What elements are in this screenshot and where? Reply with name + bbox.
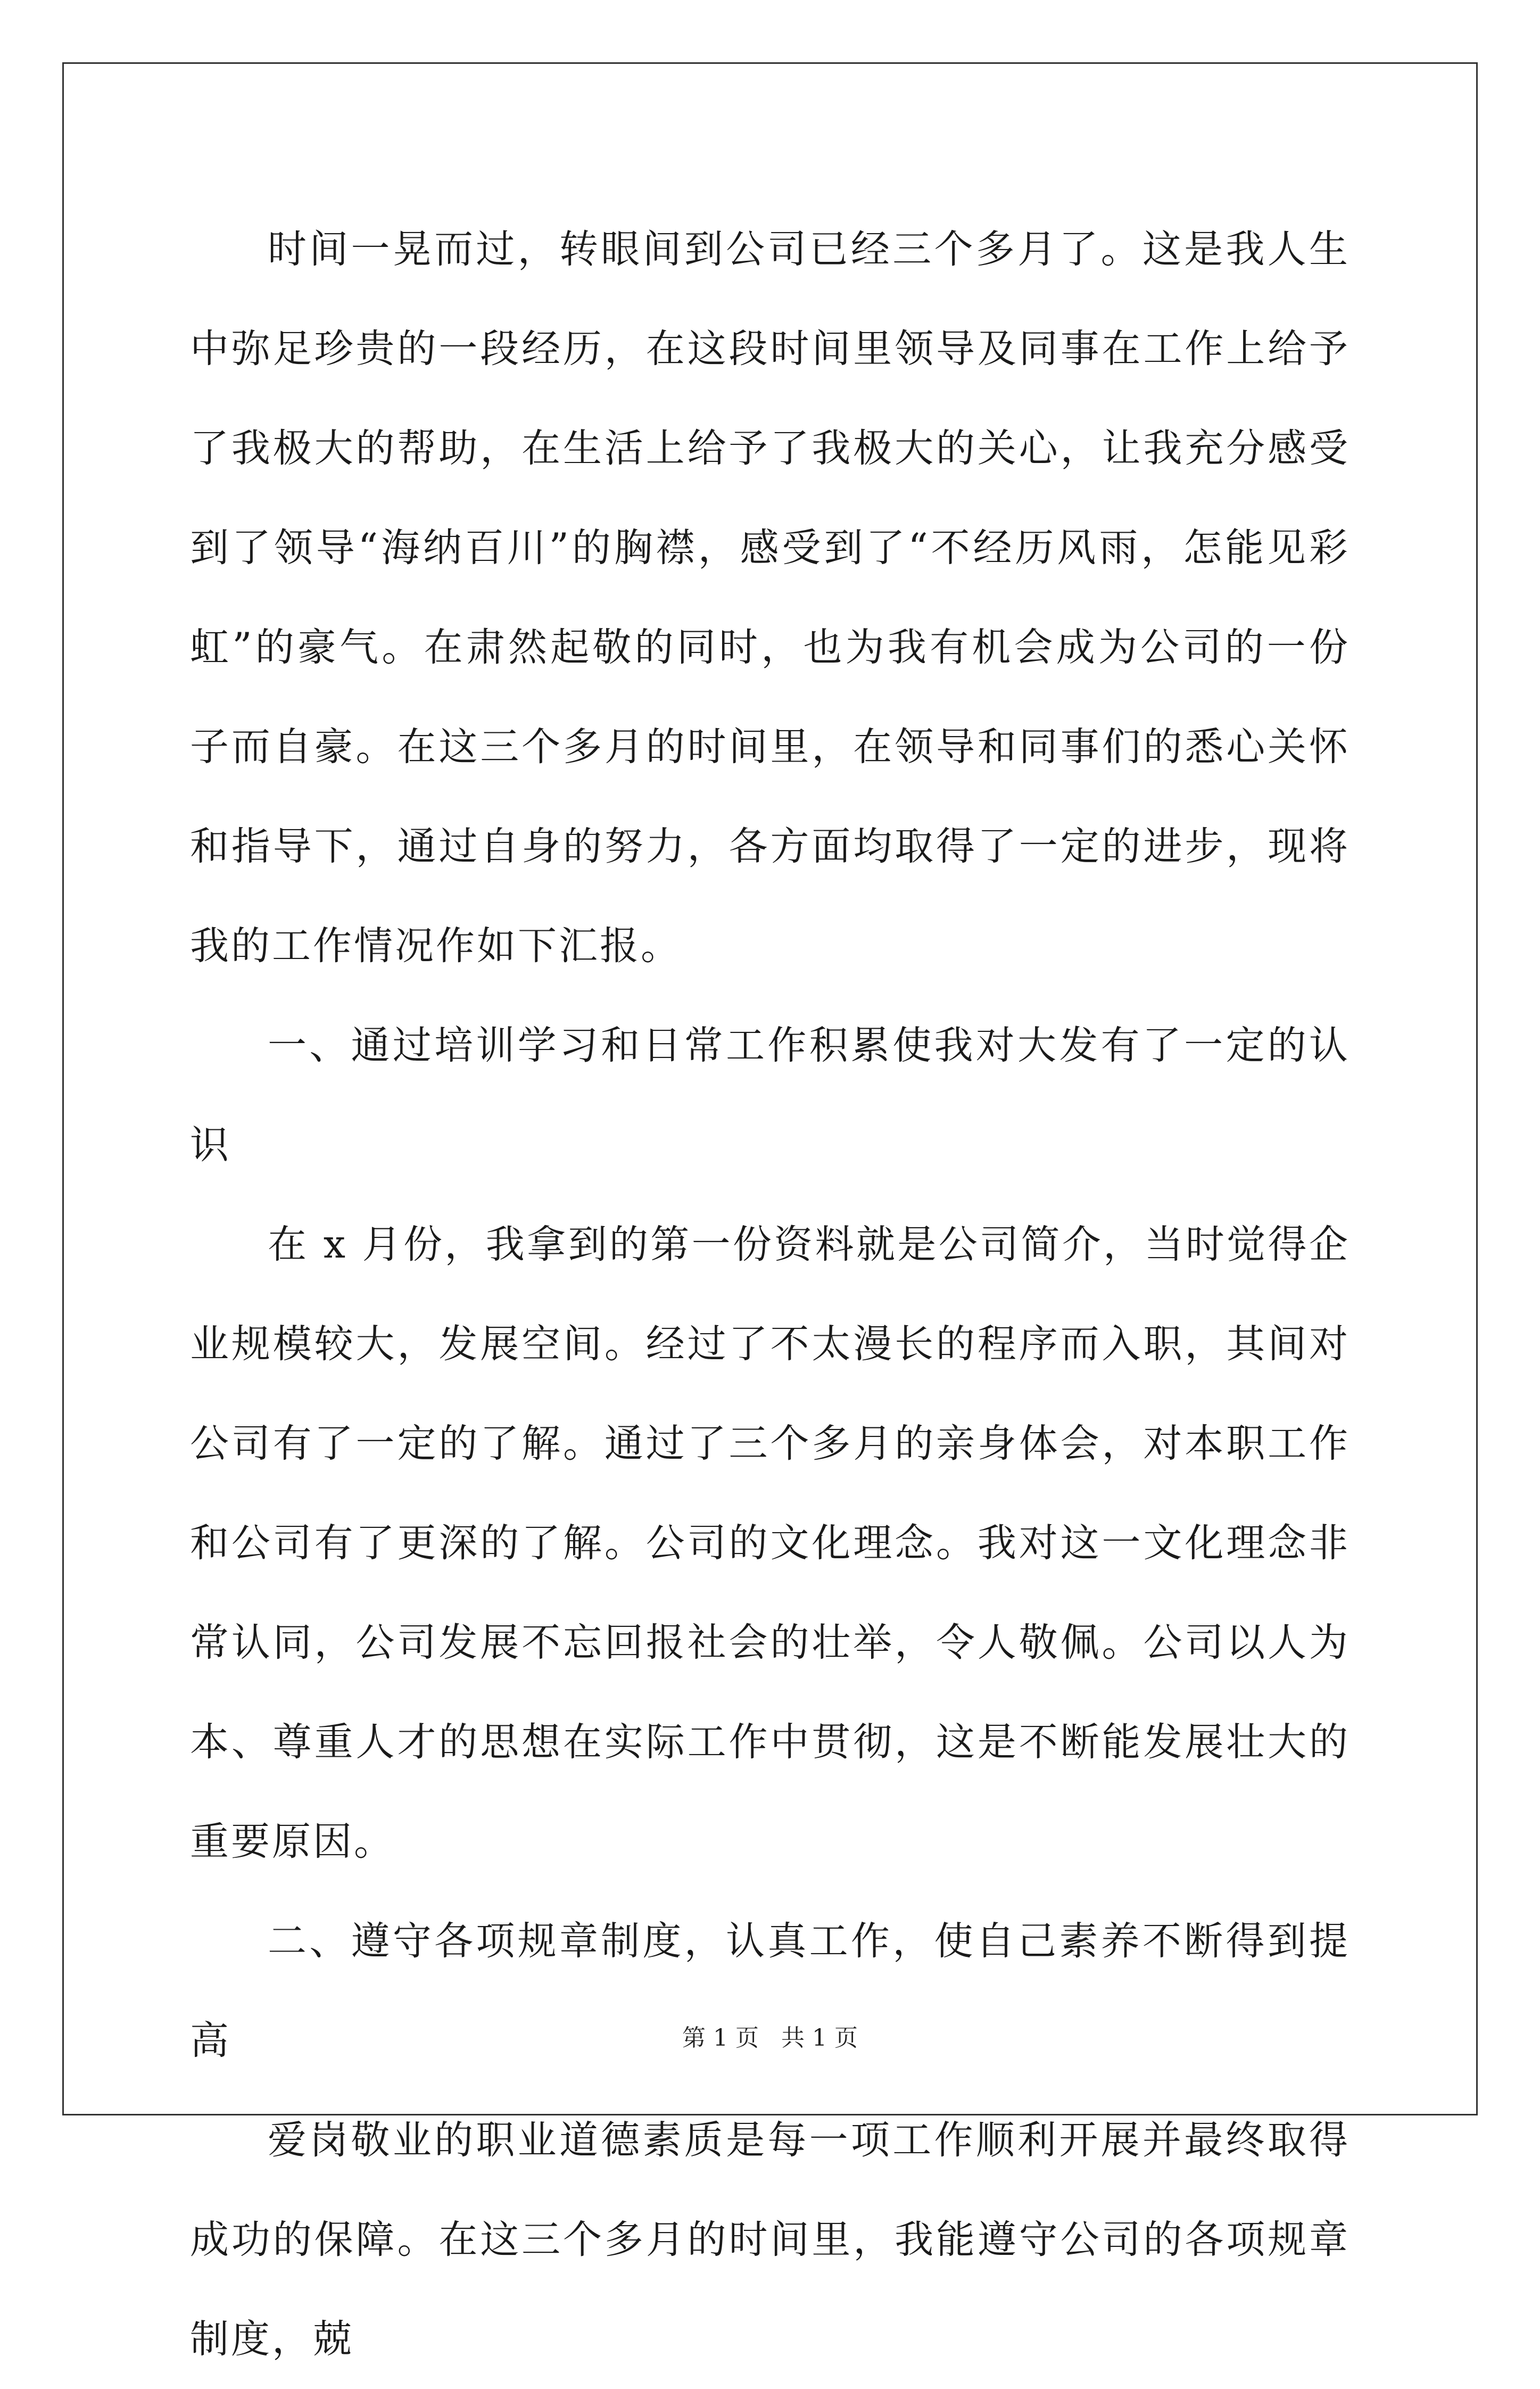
page-footer [0, 2022, 1540, 2054]
page-number: 第 1 页 [682, 2024, 759, 2052]
section-heading-2: 二、遵守各项规章制度，认真工作，使自己素养不断得到提高 [190, 1919, 1350, 2063]
section-heading-1: 一、通过培训学习和日常工作积累使我对大发有了一定的认识 [190, 1023, 1350, 1168]
paragraph-intro: 时间一晃而过，转眼间到公司已经三个多月了。这是我人生中弥足珍贵的一段经历，在这段时间里领导及同事在工作上给予了我极大的帮助，在生活上给予了我极大的关心，让我充分感受到了领导“海纳百川”的胸襟，感受到了“不经历风雨，怎能见彩虹”的豪气。在肃然起敬的同时，也为我有机会成为公司的一份子而自豪。在这三个多月的时间里，在领导和同事们的悉心关怀和指导下，通过自身的努力，各方面均取得了一定的进步，现将我的工作情况作如下汇报。 [190, 227, 1350, 969]
document-body [190, 200, 1350, 2389]
paragraph-section-2: 爱岗敬业的职业道德素质是每一项工作顺利开展并最终取得成功的保障。在这三个多月的时间里，我能遵守公司的各项规章制度，兢 [190, 2118, 1350, 2362]
page-total: 共 1 页 [781, 2024, 858, 2052]
paragraph-section-1: 在 x 月份，我拿到的第一份资料就是公司简介，当时觉得企业规模较大，发展空间。经过了不太漫长的程序而入职，其间对公司有了一定的了解。通过了三个多月的亲身体会，对本职工作和公司有了更深的了解。公司的文化理念。我对这一文化理念非常认同，公司发展不忘回报社会的壮举，令人敬佩。公司以人为本、尊重人才的思想在实际工作中贯彻，这是不断能发展壮大的重要原因。 [190, 1222, 1350, 1864]
